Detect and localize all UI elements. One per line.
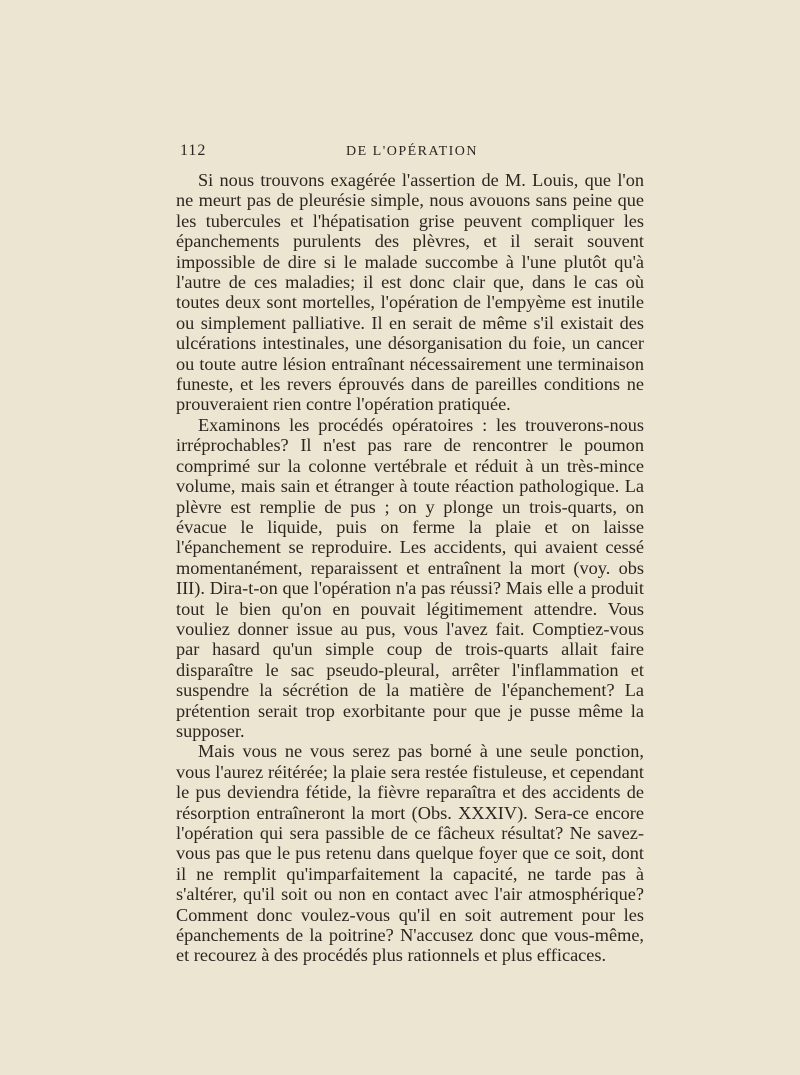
paragraph: Examinons les procédés opératoires : les trouverons-nous irréprochables? Il n'est pas rare de rencontrer le poumon comprimé sur la colonne vertébrale et réduit à un très-mince volume, mais sain et étranger à toute réaction pathologique. La plèvre est remplie de pus ; on y plonge un trois-quarts, on évacue le liquide, puis on ferme la plaie et on laisse l'épanchement se reproduire. Les accidents, qui avaient cessé momentanément, reparaissent et entraînent la mort (voy. obs III). Dira-t-on que l'opération n'a pas réussi? Mais elle a produit tout le bien qu'on en pouvait légitimement attendre. Vous vouliez donner issue au pus, vous l'avez fait. Comptiez-vous par hasard qu'un simple coup de trois-quarts allait faire disparaître le sac pseudo-pleural, arrêter l'inflammation et suspendre la sécrétion de la matière de l'épanchement? La prétention serait trop exorbitante pour que je pusse même la supposer.	[176, 414, 644, 741]
body-text	[176, 170, 644, 966]
page-header	[180, 142, 644, 164]
paragraph: Mais vous ne vous serez pas borné à une seule ponction, vous l'aurez réitérée; la plaie sera restée fistuleuse, et cependant le pus deviendra fétide, la fièvre reparaîtra et des accidents de résorption entraîneront la mort (Obs. XXXIV). Sera-ce encore l'opération qui sera passible de ce fâcheux résultat? Ne savez-vous pas que le pus retenu dans quelque foyer que ce soit, dont il ne remplit qu'imparfaitement la capacité, ne tarde pas à s'altérer, qu'il soit ou non en contact avec l'air atmosphérique? Comment donc voulez-vous qu'il en soit autrement pour les épanchements de la poitrine? N'accusez donc que vous-même, et recourez à des procédés plus rationnels et plus efficaces.	[176, 741, 644, 966]
page-number: 112	[180, 142, 207, 159]
running-title: DE L'OPÉRATION	[345, 144, 478, 159]
paragraph: Si nous trouvons exagérée l'assertion de M. Louis, que l'on ne meurt pas de pleurésie simple, nous avouons sans peine que les tubercules et l'hépatisation grise peuvent compliquer les épanchements purulents des plèvres, et il serait souvent impossible de dire si le malade succombe à l'une plutôt qu'à l'autre de ces maladies; il est donc clair que, dans le cas où toutes deux sont mortelles, l'opération de l'empyème est inutile ou simplement palliative. Il en serait de même s'il existait des ulcérations intestinales, une désorganisation du foie, un cancer ou toute autre lésion entraînant nécessairement une terminaison funeste, et les revers éprouvés dans de pareilles conditions ne prouveraient rien contre l'opération pratiquée.	[176, 170, 644, 415]
